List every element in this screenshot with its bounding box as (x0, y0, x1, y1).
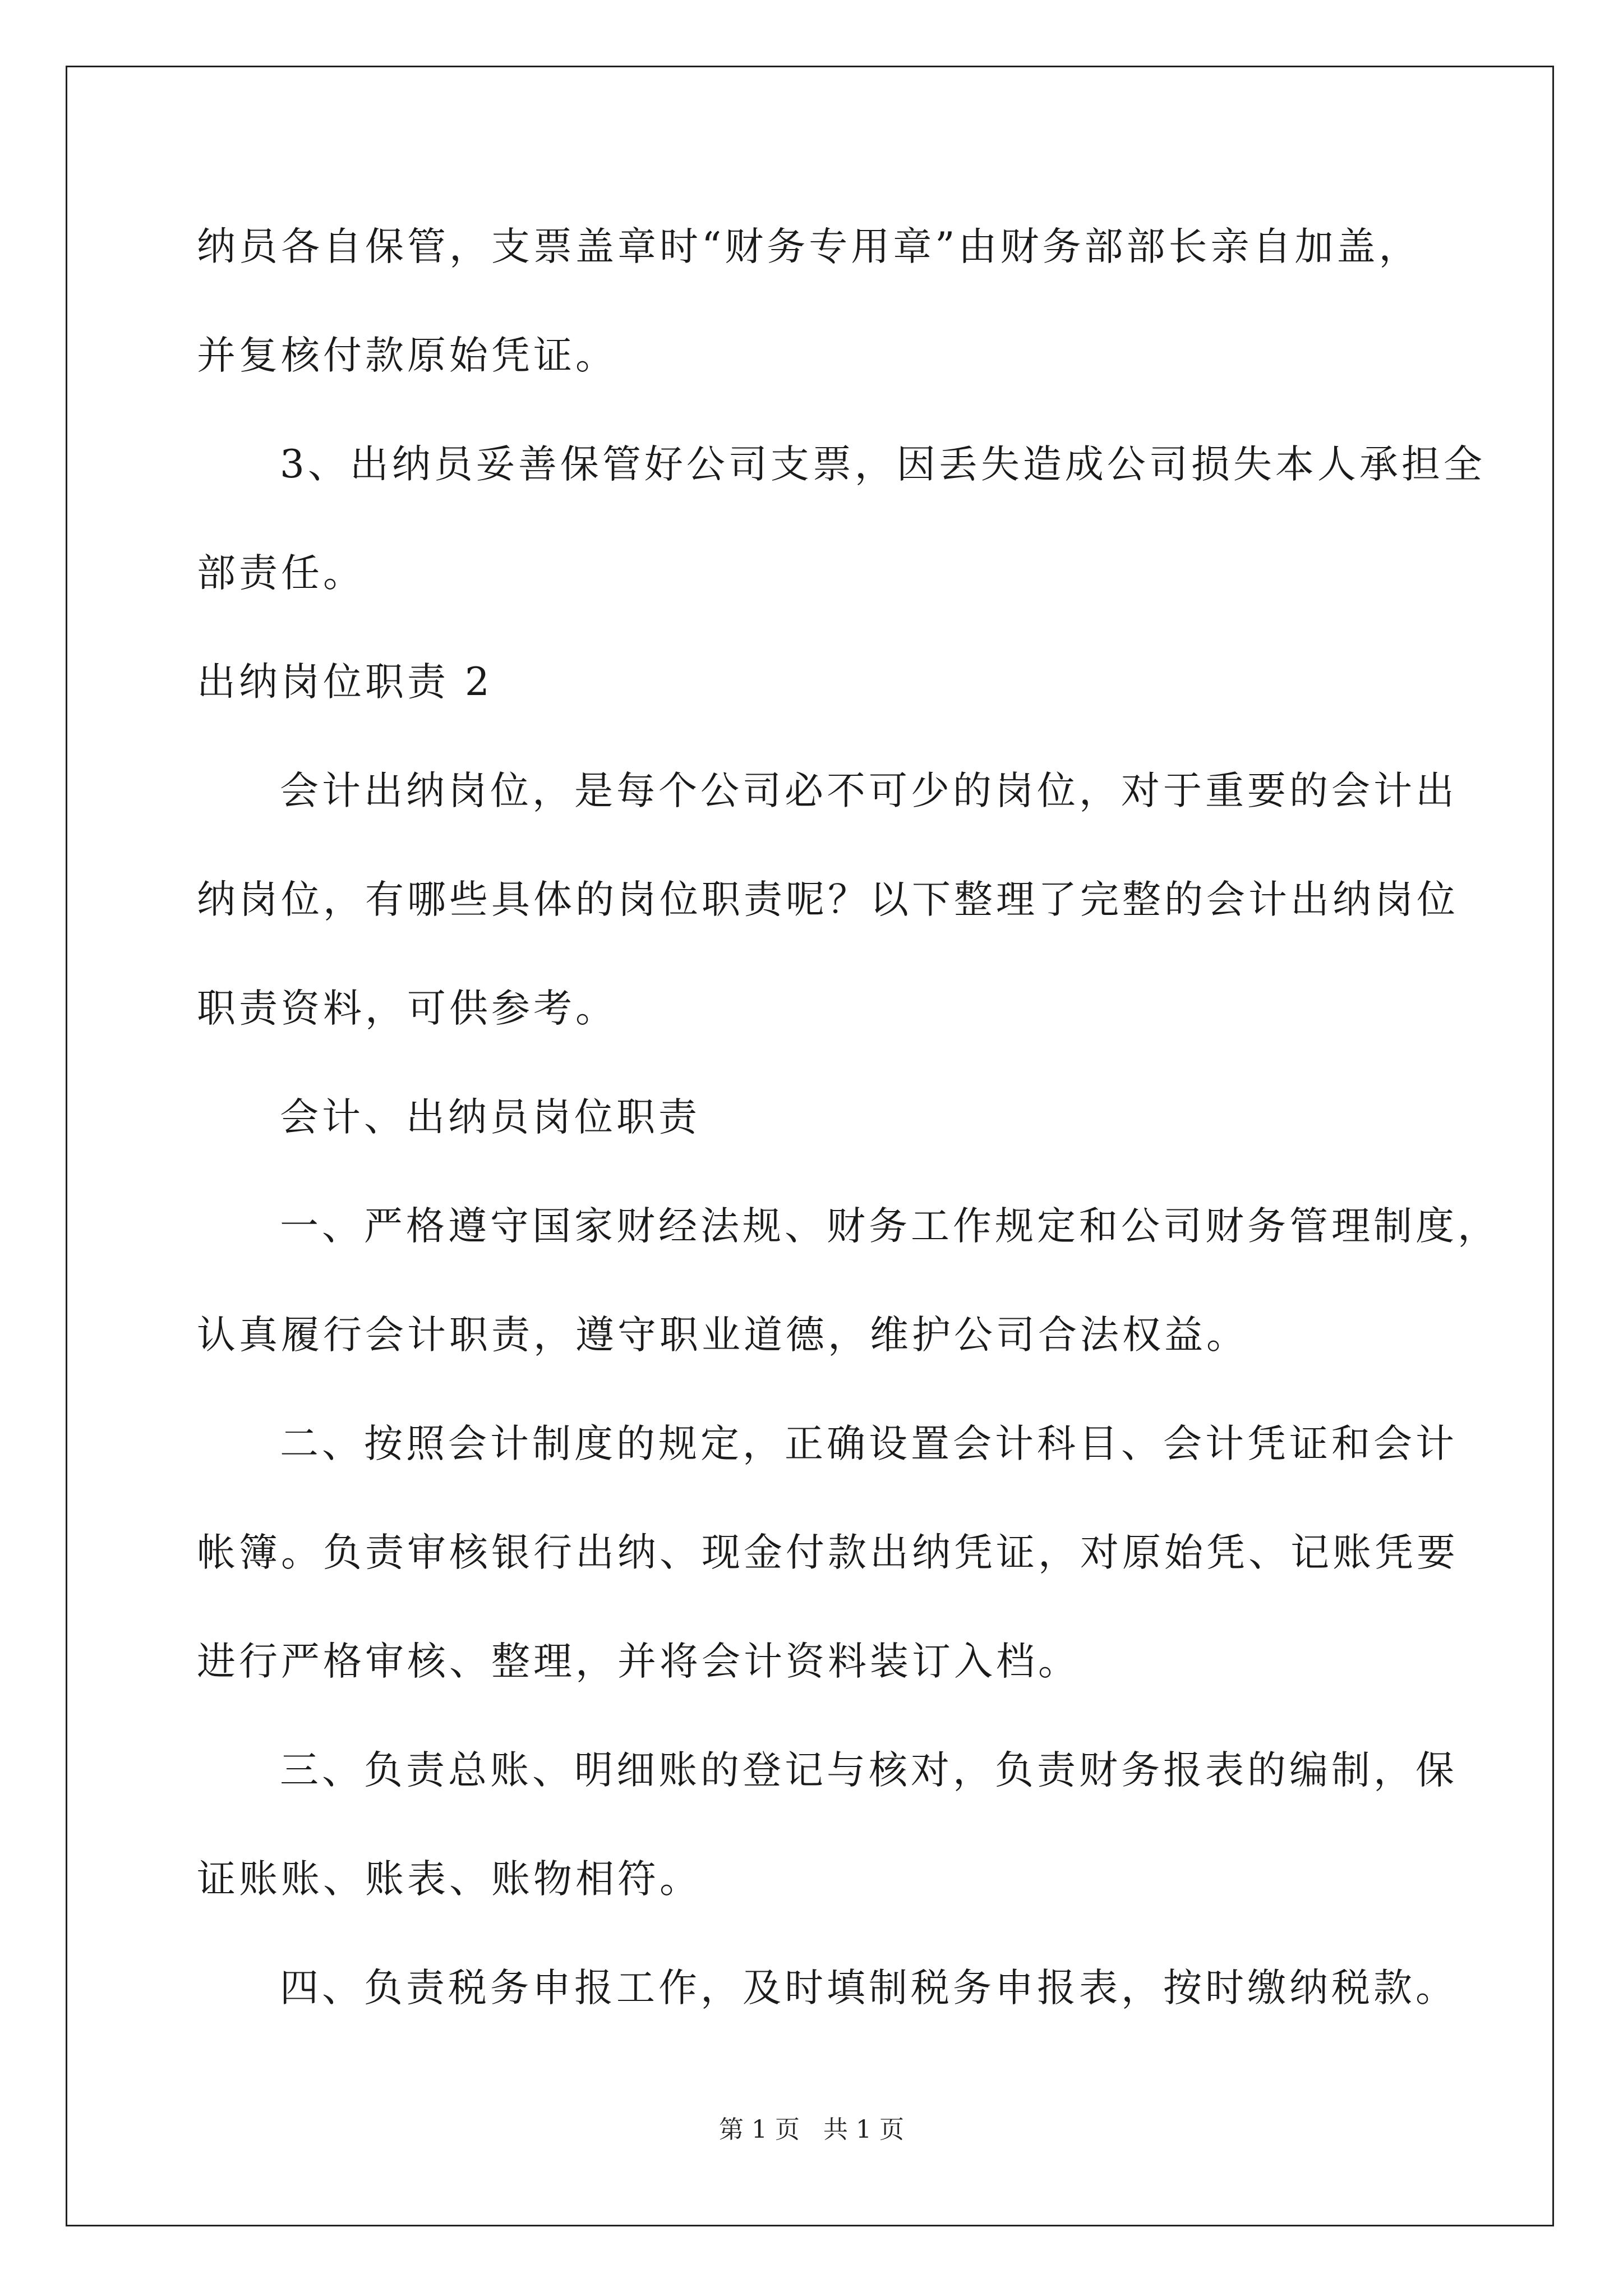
page-number: 第 1 页 (719, 2115, 800, 2144)
paragraph-line: 二、按照会计制度的规定，正确设置会计科目、会计凭证和会计 (280, 1421, 1458, 1466)
paragraph-line: 三、负责总账、明细账的登记与核对，负责财务报表的编制，保 (280, 1748, 1458, 1793)
page-footer (0, 2109, 1623, 2145)
text-line: 并复核付款原始凭证。 (197, 333, 617, 378)
paragraph-line: 四、负责税务申报工作，及时填制税务申报表，按时缴纳税款。 (280, 1966, 1458, 2010)
page-border (66, 66, 1554, 2226)
text-line: 纳岗位，有哪些具体的岗位职责呢？以下整理了完整的会计出纳岗位 (197, 877, 1459, 922)
section-heading: 出纳岗位职责 2 (197, 660, 493, 705)
paragraph-line: 会计出纳岗位，是每个公司必不可少的岗位，对于重要的会计出 (280, 769, 1458, 813)
paragraph-line: 3、出纳员妥善保管好公司支票，因丢失造成公司损失本人承担全 (280, 442, 1486, 487)
text-line: 进行严格审核、整理，并将会计资料装订入档。 (197, 1639, 1080, 1684)
text-line: 证账账、账表、账物相符。 (197, 1857, 702, 1902)
text-line: 纳员各自保管，支票盖章时“财务专用章”由财务部部长亲自加盖， (197, 224, 1421, 269)
text-line: 职责资料，可供参考。 (197, 986, 617, 1031)
page-total: 共 1 页 (823, 2115, 904, 2144)
text-line: 部责任。 (197, 551, 365, 596)
text-line: 帐簿。负责审核银行出纳、现金付款出纳凭证，对原始凭、记账凭要 (197, 1530, 1459, 1575)
subheading: 会计、出纳员岗位职责 (280, 1095, 700, 1140)
text-line: 认真履行会计职责，遵守职业道德，维护公司合法权益。 (197, 1313, 1248, 1358)
paragraph-line: 一、严格遵守国家财经法规、财务工作规定和公司财务管理制度， (280, 1204, 1500, 1249)
